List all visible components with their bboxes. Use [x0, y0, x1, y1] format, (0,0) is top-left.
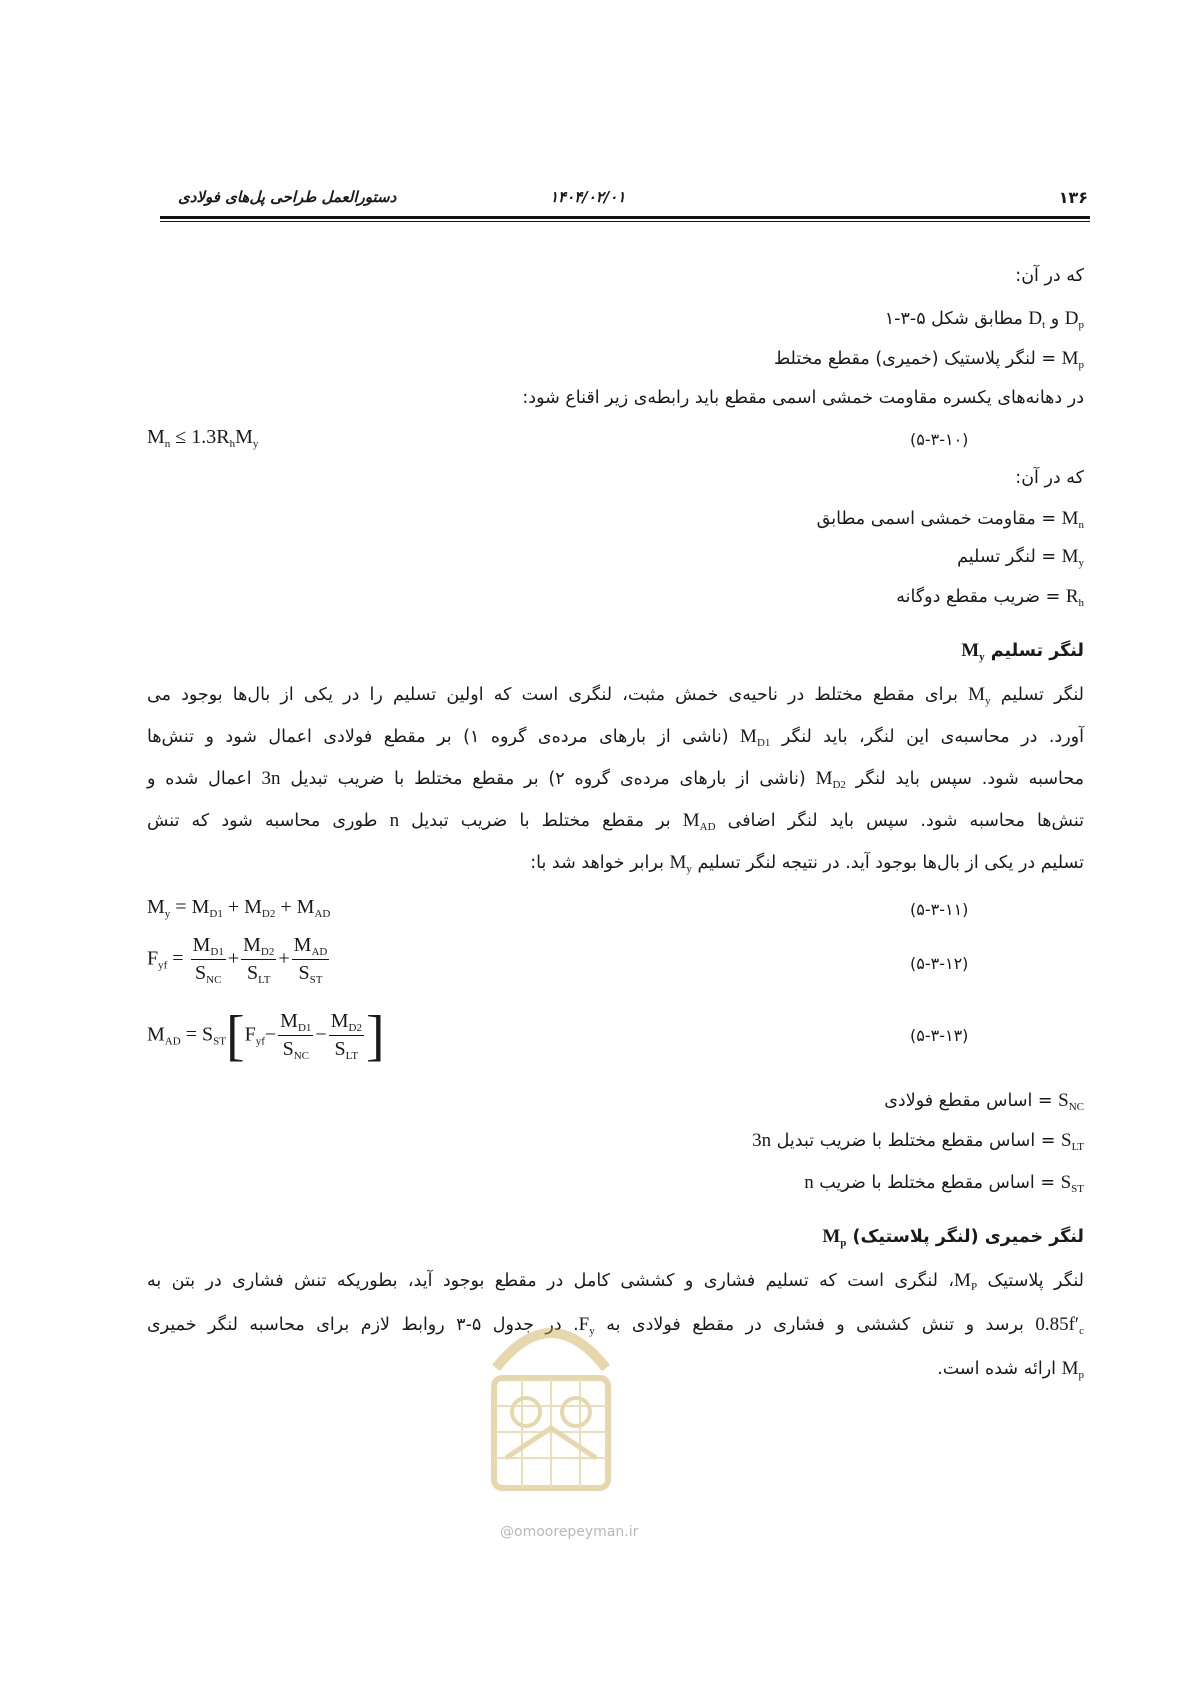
equation-12 — [147, 934, 331, 986]
text: تسلیم در یکی از بال‌ها بوجود آید. در نتیجه لنگر تسلیم — [691, 853, 1084, 873]
sub: y — [985, 695, 991, 707]
sym: n — [389, 810, 400, 831]
text: ارائه شده است. — [937, 1359, 1062, 1379]
fraction — [191, 934, 226, 986]
denominator — [191, 960, 226, 986]
def-snc — [884, 1090, 1084, 1113]
sym: M — [296, 896, 315, 918]
sym: M — [669, 852, 687, 873]
page-number: ۱۳۶ — [1058, 188, 1088, 207]
numerator — [241, 934, 276, 960]
text: برسد و تنش کششی و فشاری در مقطع فولادی به — [594, 1315, 1036, 1335]
paragraph-my-line-5 — [147, 852, 1084, 875]
sym: n — [804, 1172, 814, 1193]
section-heading-my — [961, 640, 1084, 663]
sym: M — [293, 934, 312, 956]
op: ≤ 1.3R — [170, 426, 230, 448]
denominator — [292, 960, 330, 986]
watermark-site: @omoorepeyman.ir — [500, 1524, 639, 1540]
text: لنگر پلاستیک — [977, 1271, 1084, 1291]
op: = — [167, 947, 189, 970]
sub: P — [970, 1281, 978, 1293]
sub-t: t — [1042, 319, 1046, 331]
sub: y — [1078, 557, 1084, 569]
sym-d: D — [1064, 308, 1079, 329]
sub: LT — [1071, 1141, 1084, 1153]
sym: M — [191, 896, 210, 918]
sub: y — [979, 651, 985, 663]
sym: S — [1058, 1090, 1069, 1111]
paragraph-mp-line-1 — [147, 1270, 1084, 1293]
denominator — [278, 1036, 313, 1062]
equation-13 — [147, 1005, 385, 1067]
sym: M — [815, 768, 833, 789]
sym: F — [578, 1314, 590, 1335]
where-label: که در آن: — [1015, 266, 1084, 286]
equation-11-number: (۵-۳-۱۱) — [910, 900, 969, 919]
sub: AD — [314, 908, 331, 920]
sym: S — [1060, 1172, 1072, 1193]
def-text: = اساس مقطع مختلط با ضریب تبدیل — [771, 1131, 1061, 1151]
op: + — [275, 896, 297, 918]
def-my — [957, 546, 1084, 569]
sub: p — [840, 1237, 847, 1249]
def-text: = لنگر تسلیم — [957, 547, 1062, 567]
sub: yf — [158, 959, 168, 972]
sym: S — [201, 1023, 214, 1046]
sub: AD — [699, 821, 716, 833]
def-text: = مقاومت خمشی اسمی مطابق — [816, 509, 1062, 529]
def-rh — [896, 586, 1084, 609]
def-sst — [804, 1172, 1084, 1195]
sym: M — [822, 1226, 841, 1247]
sym: S — [195, 962, 207, 984]
sub: NC — [293, 1050, 309, 1062]
sub: y — [589, 1325, 595, 1337]
sub: ST — [309, 974, 323, 986]
sub: h — [1078, 597, 1084, 609]
sym: M — [244, 896, 262, 918]
def-text: = اساس مقطع فولادی — [884, 1091, 1059, 1111]
text: برابر خواهد شد با: — [530, 853, 670, 873]
sub: y — [686, 863, 692, 875]
op: = — [170, 896, 192, 918]
sym: M — [243, 934, 261, 956]
paragraph-my-line-1 — [147, 684, 1084, 707]
sym: M — [147, 896, 165, 918]
sub: n — [164, 438, 171, 450]
sym: M — [740, 726, 757, 747]
sub: NC — [1068, 1101, 1084, 1113]
text: . در جدول ۵-۳ روابط لازم برای محاسبه لنگر خمیری — [147, 1315, 579, 1335]
text: ، لنگری است که تسلیم فشاری و کششی کامل در مقطع بوجود آید، بطوریکه تنش فشاری در بتن به — [147, 1271, 955, 1291]
sym: M — [961, 640, 980, 661]
def-text: = اساس مقطع مختلط با ضریب — [813, 1173, 1061, 1193]
text: بر مقطع مختلط با ضریب تبدیل — [399, 811, 683, 831]
text: لنگر تسلیم — [990, 685, 1084, 705]
text: برای مقطع مختلط در ناحیه‌ی خمش مثبت، لنگری است که اولین تسلیم را در یکی از بال‌ها بوجود می — [147, 685, 969, 705]
sub: p — [1078, 359, 1084, 371]
def-slt — [752, 1130, 1084, 1153]
denominator — [329, 1036, 364, 1062]
sub: D2 — [348, 1022, 362, 1034]
text: (ناشی از بارهای مرده‌ی گروه ۱) بر مقطع فولادی اعمال شود و تنش‌ها — [147, 727, 741, 747]
op: + — [278, 947, 290, 970]
sub: D2 — [832, 779, 846, 791]
sub: AD — [311, 946, 328, 958]
heading-text: لنگر تسلیم — [990, 641, 1084, 661]
sym: F — [244, 1023, 256, 1046]
numerator — [329, 1010, 364, 1036]
fraction — [241, 934, 276, 986]
page-header — [160, 188, 1090, 212]
def-text: = ضریب مقطع دوگانه — [896, 587, 1066, 607]
sym-m: M — [1061, 348, 1079, 369]
def-text: = لنگر پلاستیک (خمیری) مقطع مختلط — [773, 349, 1062, 369]
sub: D1 — [756, 737, 771, 749]
text: تنش‌ها محاسبه شود. سپس باید لنگر اضافی — [715, 811, 1085, 831]
sym: M — [682, 810, 700, 831]
header-date: ۱۴۰۴/۰۲/۰۱ — [550, 188, 626, 206]
text: طوری محاسبه شود که تنش — [147, 811, 390, 831]
sym: 3n — [752, 1130, 772, 1151]
equation-10-number: (۵-۳-۱۰) — [910, 430, 969, 449]
heading-text: لنگر خمیری (لنگر پلاستیک) — [846, 1227, 1084, 1247]
sym: M — [1061, 546, 1079, 567]
equation-13-number: (۵-۳-۱۳) — [910, 1026, 969, 1045]
equation-11 — [147, 896, 330, 920]
sub: p — [1078, 1369, 1084, 1381]
equation-10 — [147, 426, 258, 450]
def-mp — [774, 348, 1084, 371]
sym: S — [334, 1038, 346, 1060]
sym: M — [147, 1023, 165, 1046]
equation-12-number: (۵-۳-۱۲) — [910, 954, 969, 973]
sub: LT — [345, 1050, 359, 1062]
op: + — [227, 947, 240, 970]
op: − — [315, 1023, 327, 1046]
sym: M — [235, 426, 253, 448]
def-dp-dt — [885, 308, 1084, 331]
text: آورد. در محاسبه‌ی این لنگر، باید لنگر — [770, 727, 1084, 747]
sub: AD — [164, 1035, 181, 1048]
sym: F — [147, 947, 159, 970]
sym: M — [147, 426, 165, 448]
sub: y — [252, 438, 259, 450]
numerator — [292, 934, 330, 960]
sub: D1 — [297, 1022, 312, 1034]
paragraph-mp-line-3 — [937, 1358, 1084, 1381]
where-label: که در آن: — [1015, 468, 1084, 488]
sym: S — [282, 1038, 294, 1060]
header-rule-thick — [160, 216, 1090, 219]
conj-and: و — [1045, 309, 1065, 329]
fraction — [329, 1010, 364, 1062]
text: اعمال شده و — [147, 769, 262, 789]
sub: D2 — [260, 946, 275, 958]
op: − — [264, 1023, 277, 1046]
sub: NC — [206, 974, 222, 986]
text: (ناشی از بارهای مرده‌ی گروه ۲) بر مقطع مختلط با ضریب تبدیل — [280, 769, 816, 789]
paragraph-my-line-2 — [147, 726, 1084, 749]
sym: S — [298, 962, 310, 984]
header-rule-thin — [160, 221, 1090, 222]
sym: 0.85f′ — [1035, 1314, 1080, 1335]
sym: M — [192, 934, 211, 956]
numerator — [278, 1010, 313, 1036]
fraction — [278, 1010, 313, 1062]
sub: yf — [255, 1035, 265, 1048]
op: + — [222, 896, 245, 918]
sub: LT — [258, 974, 271, 986]
sub: c — [1079, 1325, 1084, 1337]
logo-seal-icon — [476, 1308, 626, 1504]
sub: ST — [213, 1035, 226, 1048]
sub-p: p — [1078, 319, 1084, 331]
sym: M — [280, 1010, 298, 1032]
op: = — [180, 1023, 202, 1046]
sub: ST — [1071, 1183, 1084, 1195]
sub: h — [229, 438, 236, 450]
def-text: مطابق شکل ۵-۳-۱ — [884, 309, 1029, 329]
header-title: دستورالعمل طراحی پل‌های فولادی — [178, 188, 397, 206]
paragraph-my-line-4 — [147, 810, 1084, 833]
sym: S — [1060, 1130, 1072, 1151]
sub: D1 — [210, 946, 224, 958]
section-heading-mp — [822, 1226, 1084, 1249]
sub: n — [1078, 519, 1084, 531]
sym: 3n — [261, 768, 281, 789]
sym: R — [1065, 586, 1079, 607]
sym-d: D — [1028, 308, 1043, 329]
sym: S — [246, 962, 259, 984]
bracket: [ — [225, 1005, 245, 1067]
sub: y — [164, 908, 171, 920]
def-mn — [817, 508, 1084, 531]
numerator — [191, 934, 226, 960]
bracket: ] — [365, 1005, 385, 1067]
condition-text: در دهانه‌های یکسره مقاومت خمشی اسمی مقطع باید رابطه‌ی زیر اقناع شود: — [522, 388, 1084, 408]
sym: M — [968, 684, 986, 705]
sub: D2 — [261, 908, 276, 920]
sub: D1 — [209, 908, 223, 920]
paragraph-my-line-3 — [147, 768, 1084, 791]
text: محاسبه شود. سپس باید لنگر — [845, 769, 1084, 789]
denominator — [241, 960, 276, 986]
sym: M — [954, 1270, 971, 1291]
fraction — [292, 934, 330, 986]
sym: M — [1061, 508, 1079, 529]
sym: M — [330, 1010, 349, 1032]
sym: M — [1061, 1358, 1079, 1379]
